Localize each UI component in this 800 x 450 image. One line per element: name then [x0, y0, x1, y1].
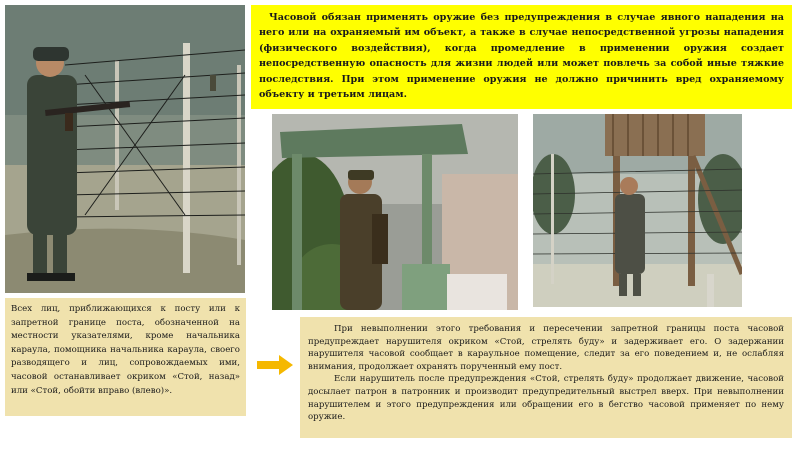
- approach-rule-text: [5, 298, 246, 416]
- arrow-right-icon: [257, 355, 293, 375]
- procedure-paragraph-2: Если нарушитель после предупреждения «Стой, стрелять буду» продолжает движение, часовой досылает патрон в патронник и производит предупредительный выстрел вверх. При невыполнении нарушителем и этого предупреждения или обращении его в бегство часовой применяет по нему оружие.: [308, 374, 784, 423]
- violation-procedure-text: [300, 317, 792, 438]
- top-paragraph: Часовой обязан применять оружие без предупреждения в случае явного нападения на него или на охраняемый им объект, а также в случае непосредственной угрозы нападения (физического воздействия), когда промедление в применении оружия создает непосредственную опасность для жизни людей или может повлечь за собой иные тяжкие последствия. При этом применение оружия не должно причинить вред охраняемому объекту и третьим лицам.: [259, 12, 784, 101]
- sentry-tower-illustration: [533, 114, 742, 307]
- sentry-booth-illustration: [272, 114, 518, 310]
- weapon-use-rule-text: [251, 5, 792, 109]
- left-paragraph: Всех лиц, приближающихся к посту или к запретной границе поста, обозначенной на местности указателями, кроме начальника караула, помощника начальника караула, своего разводящего и лиц, сопровождаемых ими, часовой останавливает окриком «Стой, назад» или «Стой, обойти вправо (влево)».: [11, 304, 240, 396]
- sentry-fence-illustration: [5, 5, 245, 293]
- procedure-paragraph-1: При невыполнении этого требования и пересечении запретной границы поста часовой предупреждает нарушителя окриком «Стой, стрелять буду» и задерживает его. О задержании нарушителя часовой сообщает в караульное помещение, следит за его поведением и, не ослабляя внимания, продолжает охранять порученный ему пост.: [308, 324, 784, 372]
